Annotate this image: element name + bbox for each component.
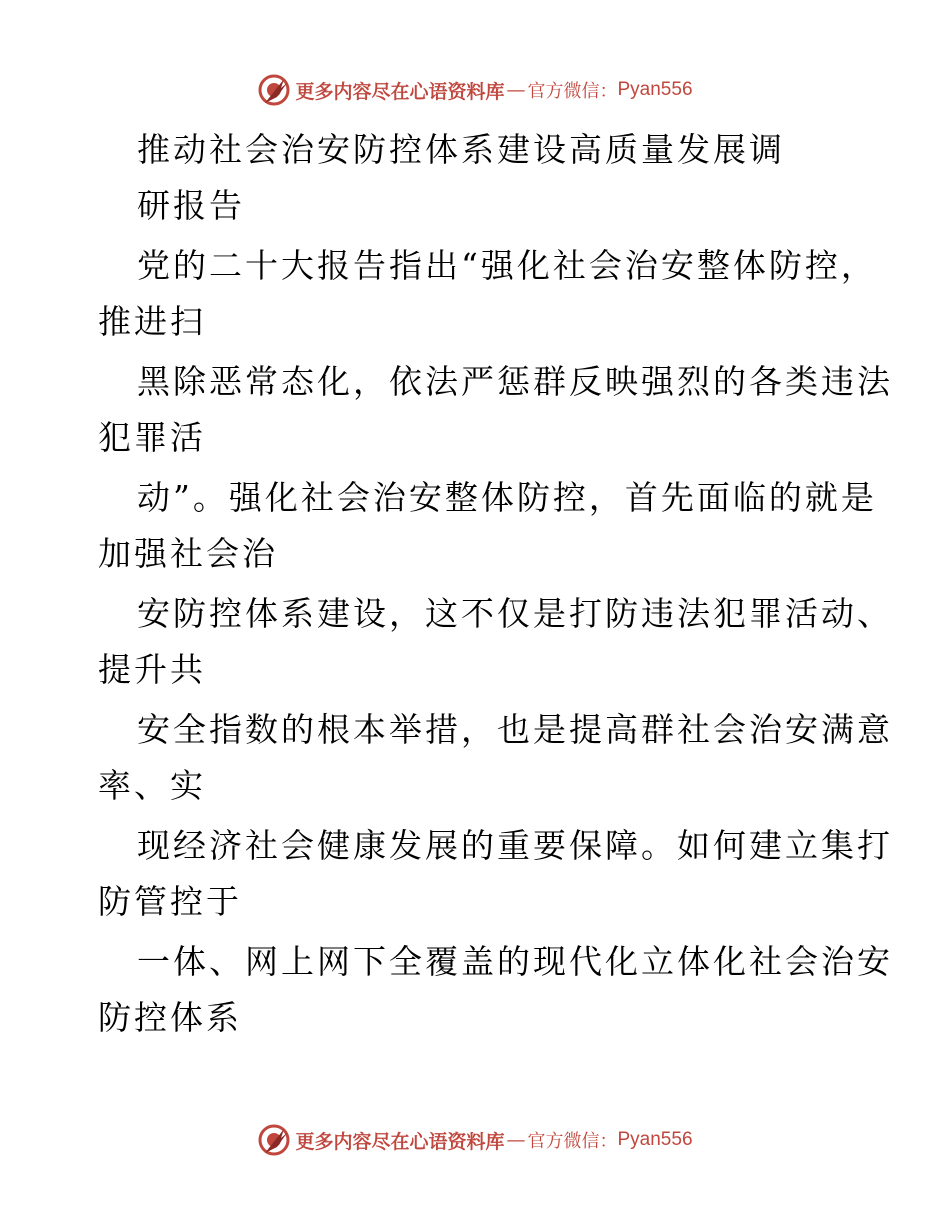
body-line: 提升共	[98, 650, 206, 689]
body-line: 防管控于	[98, 882, 242, 921]
body-line: 一体、网上网下全覆盖的现代化立体化社会治安	[137, 942, 893, 981]
footer-dash: —	[506, 1129, 526, 1151]
footer-wechat-label: 官方微信：	[527, 1131, 618, 1152]
quill-logo-icon	[257, 73, 291, 107]
body-line: 党的二十大报告指出“强化社会治安整体防控，	[137, 246, 877, 285]
title-line-1: 推动社会治安防控体系建设高质量发展调	[137, 130, 785, 169]
title-line-2: 研报告	[137, 186, 245, 225]
body-line: 现经济社会健康发展的重要保障。如何建立集打	[137, 826, 893, 865]
header-banner	[0, 70, 950, 110]
quill-logo-icon	[257, 1123, 291, 1157]
body-line: 安防控体系建设，这不仅是打防违法犯罪活动、	[137, 594, 893, 633]
footer-banner	[0, 1120, 950, 1160]
body-line: 率、实	[98, 766, 206, 805]
body-line: 安全指数的根本举措，也是提高群社会治安满意	[137, 710, 893, 749]
body-line: 加强社会治	[98, 534, 278, 573]
header-dash: —	[506, 79, 526, 101]
header-promo-text: 更多内容尽在心语资料库	[295, 80, 505, 103]
body-line: 推进扫	[98, 302, 206, 341]
body-line: 防控体系	[98, 998, 242, 1037]
header-wechat-label: 官方微信：	[527, 81, 618, 102]
header-wechat-id: Pyan556	[617, 79, 693, 100]
body-line: 犯罪活	[98, 418, 206, 457]
footer-promo-text: 更多内容尽在心语资料库	[295, 1130, 505, 1153]
body-line: 黑除恶常态化，依法严惩群反映强烈的各类违法	[137, 362, 893, 401]
body-line: 动”。强化社会治安整体防控，首先面临的就是	[137, 478, 877, 517]
footer-wechat-id: Pyan556	[617, 1129, 693, 1150]
